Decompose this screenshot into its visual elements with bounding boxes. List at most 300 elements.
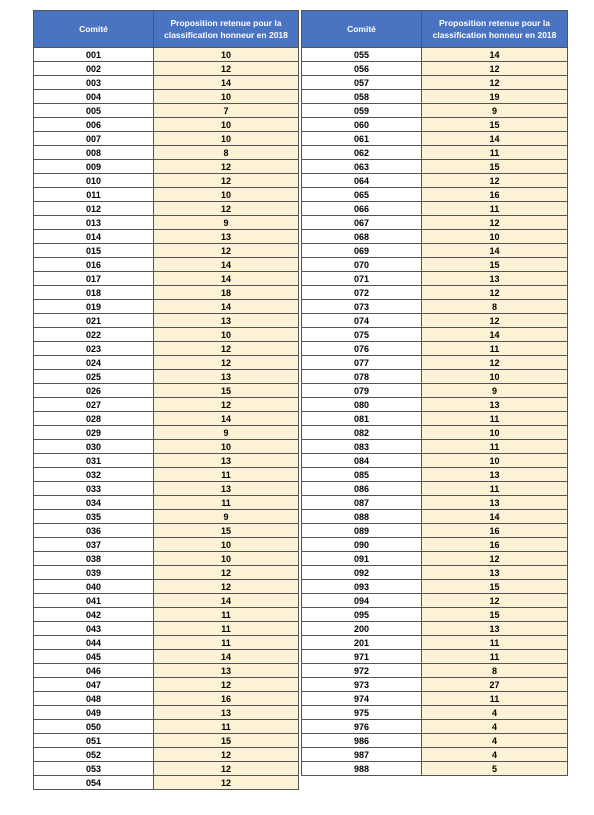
proposal-value-cell: 13 bbox=[154, 230, 299, 244]
table-row bbox=[302, 202, 568, 216]
committee-code-cell: 052 bbox=[34, 748, 154, 762]
committee-code-cell: 047 bbox=[34, 678, 154, 692]
proposal-value-cell: 13 bbox=[422, 468, 568, 482]
proposal-value-cell: 18 bbox=[154, 286, 299, 300]
proposal-value-cell: 4 bbox=[422, 720, 568, 734]
committee-code-cell: 002 bbox=[34, 62, 154, 76]
proposal-value-cell: 10 bbox=[154, 440, 299, 454]
committee-code-cell: 086 bbox=[302, 482, 422, 496]
table-row bbox=[302, 664, 568, 678]
proposal-value-cell: 14 bbox=[154, 272, 299, 286]
committee-code-cell: 093 bbox=[302, 580, 422, 594]
proposal-value-cell: 13 bbox=[154, 454, 299, 468]
proposal-value-cell: 12 bbox=[154, 62, 299, 76]
committee-code-cell: 040 bbox=[34, 580, 154, 594]
proposal-value-cell: 9 bbox=[154, 510, 299, 524]
committee-code-cell: 986 bbox=[302, 734, 422, 748]
table-row bbox=[34, 118, 299, 132]
committee-column-header: Comité bbox=[34, 11, 154, 48]
proposal-value-cell: 12 bbox=[154, 174, 299, 188]
table-row bbox=[34, 160, 299, 174]
proposal-value-cell: 12 bbox=[154, 678, 299, 692]
committee-code-cell: 076 bbox=[302, 342, 422, 356]
proposal-value-cell: 11 bbox=[422, 202, 568, 216]
table-row bbox=[34, 216, 299, 230]
proposal-value-cell: 8 bbox=[154, 146, 299, 160]
table-row bbox=[34, 244, 299, 258]
proposal-value-cell: 11 bbox=[154, 496, 299, 510]
committee-code-cell: 023 bbox=[34, 342, 154, 356]
table-row bbox=[34, 510, 299, 524]
committee-code-cell: 005 bbox=[34, 104, 154, 118]
proposal-value-cell: 14 bbox=[154, 300, 299, 314]
proposal-value-cell: 19 bbox=[422, 90, 568, 104]
proposal-value-cell: 13 bbox=[154, 664, 299, 678]
committee-code-cell: 987 bbox=[302, 748, 422, 762]
committee-code-cell: 065 bbox=[302, 188, 422, 202]
proposal-value-cell: 10 bbox=[154, 48, 299, 62]
table-row bbox=[34, 636, 299, 650]
proposal-value-cell: 10 bbox=[422, 230, 568, 244]
table-row bbox=[34, 356, 299, 370]
proposal-value-cell: 14 bbox=[422, 132, 568, 146]
table-row bbox=[302, 678, 568, 692]
committee-code-cell: 039 bbox=[34, 566, 154, 580]
table-row bbox=[302, 552, 568, 566]
table-row bbox=[302, 300, 568, 314]
table-row bbox=[34, 762, 299, 776]
table-row bbox=[302, 538, 568, 552]
proposal-value-cell: 14 bbox=[154, 412, 299, 426]
table-row bbox=[302, 524, 568, 538]
table-row bbox=[302, 356, 568, 370]
proposal-value-cell: 13 bbox=[422, 496, 568, 510]
committee-code-cell: 988 bbox=[302, 762, 422, 776]
table-row bbox=[302, 384, 568, 398]
table-row bbox=[302, 398, 568, 412]
committee-code-cell: 018 bbox=[34, 286, 154, 300]
table-row bbox=[34, 580, 299, 594]
committee-code-cell: 013 bbox=[34, 216, 154, 230]
committee-code-cell: 038 bbox=[34, 552, 154, 566]
table-row bbox=[34, 496, 299, 510]
proposal-value-cell: 12 bbox=[154, 342, 299, 356]
proposal-value-cell: 11 bbox=[154, 636, 299, 650]
table-row bbox=[34, 412, 299, 426]
table-row bbox=[34, 202, 299, 216]
table-row bbox=[302, 76, 568, 90]
table-row bbox=[34, 608, 299, 622]
proposal-value-cell: 11 bbox=[154, 622, 299, 636]
table-row bbox=[302, 650, 568, 664]
committee-code-cell: 035 bbox=[34, 510, 154, 524]
proposal-value-cell: 14 bbox=[154, 258, 299, 272]
committee-code-cell: 053 bbox=[34, 762, 154, 776]
committee-code-cell: 036 bbox=[34, 524, 154, 538]
proposal-value-cell: 11 bbox=[422, 440, 568, 454]
table-row bbox=[34, 594, 299, 608]
committee-code-cell: 087 bbox=[302, 496, 422, 510]
committee-code-cell: 009 bbox=[34, 160, 154, 174]
table-row bbox=[302, 370, 568, 384]
table-row bbox=[302, 244, 568, 258]
table-row bbox=[302, 748, 568, 762]
committee-code-cell: 074 bbox=[302, 314, 422, 328]
table-row bbox=[34, 230, 299, 244]
committee-code-cell: 091 bbox=[302, 552, 422, 566]
table-row bbox=[302, 230, 568, 244]
table-row bbox=[34, 76, 299, 90]
table-row bbox=[34, 174, 299, 188]
committee-code-cell: 045 bbox=[34, 650, 154, 664]
committee-code-cell: 083 bbox=[302, 440, 422, 454]
table-row bbox=[302, 272, 568, 286]
proposal-value-cell: 12 bbox=[422, 216, 568, 230]
committee-code-cell: 051 bbox=[34, 734, 154, 748]
table-row bbox=[34, 300, 299, 314]
proposal-value-cell: 10 bbox=[154, 188, 299, 202]
committee-code-cell: 017 bbox=[34, 272, 154, 286]
proposal-value-cell: 12 bbox=[422, 76, 568, 90]
committee-code-cell: 972 bbox=[302, 664, 422, 678]
table-row bbox=[302, 412, 568, 426]
proposal-value-cell: 8 bbox=[422, 300, 568, 314]
proposal-value-cell: 12 bbox=[154, 244, 299, 258]
table-row bbox=[34, 650, 299, 664]
table-row bbox=[34, 664, 299, 678]
proposal-value-cell: 13 bbox=[154, 370, 299, 384]
table-row bbox=[302, 440, 568, 454]
committee-code-cell: 976 bbox=[302, 720, 422, 734]
committee-code-cell: 041 bbox=[34, 594, 154, 608]
table-header-row bbox=[302, 11, 568, 48]
committee-code-cell: 034 bbox=[34, 496, 154, 510]
committee-code-cell: 030 bbox=[34, 440, 154, 454]
table-row bbox=[302, 160, 568, 174]
committee-code-cell: 069 bbox=[302, 244, 422, 258]
committee-code-cell: 029 bbox=[34, 426, 154, 440]
table-row bbox=[302, 454, 568, 468]
table-row bbox=[34, 398, 299, 412]
table-row bbox=[302, 90, 568, 104]
proposal-value-cell: 10 bbox=[422, 426, 568, 440]
table-row bbox=[302, 580, 568, 594]
committee-code-cell: 043 bbox=[34, 622, 154, 636]
table-row bbox=[34, 454, 299, 468]
committee-code-cell: 049 bbox=[34, 706, 154, 720]
committee-code-cell: 062 bbox=[302, 146, 422, 160]
proposal-value-cell: 16 bbox=[154, 692, 299, 706]
proposal-value-cell: 12 bbox=[154, 762, 299, 776]
committee-code-cell: 079 bbox=[302, 384, 422, 398]
proposal-value-cell: 11 bbox=[422, 692, 568, 706]
committee-code-cell: 063 bbox=[302, 160, 422, 174]
proposal-value-cell: 12 bbox=[422, 594, 568, 608]
proposal-value-cell: 14 bbox=[422, 510, 568, 524]
table-row bbox=[34, 286, 299, 300]
committee-code-cell: 054 bbox=[34, 776, 154, 790]
proposal-value-cell: 4 bbox=[422, 734, 568, 748]
table-row bbox=[302, 146, 568, 160]
table-row bbox=[34, 272, 299, 286]
proposal-value-cell: 12 bbox=[154, 398, 299, 412]
table-row bbox=[302, 174, 568, 188]
proposal-value-cell: 15 bbox=[422, 118, 568, 132]
table-row bbox=[302, 314, 568, 328]
table-row bbox=[302, 118, 568, 132]
committee-code-cell: 026 bbox=[34, 384, 154, 398]
committee-code-cell: 016 bbox=[34, 258, 154, 272]
table-row bbox=[34, 188, 299, 202]
table-row bbox=[302, 188, 568, 202]
committee-code-cell: 066 bbox=[302, 202, 422, 216]
committee-code-cell: 064 bbox=[302, 174, 422, 188]
table-row bbox=[302, 706, 568, 720]
table-row bbox=[34, 720, 299, 734]
table-row bbox=[302, 566, 568, 580]
proposal-value-cell: 12 bbox=[154, 748, 299, 762]
proposal-value-cell: 12 bbox=[422, 552, 568, 566]
table-row bbox=[302, 734, 568, 748]
table-row bbox=[302, 104, 568, 118]
committee-code-cell: 078 bbox=[302, 370, 422, 384]
proposal-value-cell: 9 bbox=[422, 104, 568, 118]
table-row bbox=[302, 594, 568, 608]
table-row bbox=[34, 104, 299, 118]
committee-code-cell: 081 bbox=[302, 412, 422, 426]
table-row bbox=[34, 734, 299, 748]
proposal-value-cell: 11 bbox=[422, 146, 568, 160]
committee-code-cell: 084 bbox=[302, 454, 422, 468]
committee-code-cell: 015 bbox=[34, 244, 154, 258]
proposal-value-cell: 10 bbox=[154, 552, 299, 566]
proposal-value-cell: 14 bbox=[422, 244, 568, 258]
committee-code-cell: 011 bbox=[34, 188, 154, 202]
committee-code-cell: 088 bbox=[302, 510, 422, 524]
table-row bbox=[302, 762, 568, 776]
table-row bbox=[302, 636, 568, 650]
committee-code-cell: 033 bbox=[34, 482, 154, 496]
committee-code-cell: 007 bbox=[34, 132, 154, 146]
committee-code-cell: 004 bbox=[34, 90, 154, 104]
table-row bbox=[302, 286, 568, 300]
table-row bbox=[34, 90, 299, 104]
proposal-value-cell: 14 bbox=[154, 594, 299, 608]
table-row bbox=[34, 48, 299, 62]
committee-code-cell: 080 bbox=[302, 398, 422, 412]
committee-code-cell: 022 bbox=[34, 328, 154, 342]
proposal-value-cell: 14 bbox=[154, 76, 299, 90]
committee-table-left bbox=[33, 10, 299, 790]
committee-code-cell: 037 bbox=[34, 538, 154, 552]
committee-code-cell: 010 bbox=[34, 174, 154, 188]
committee-table-right bbox=[301, 10, 568, 776]
committee-code-cell: 008 bbox=[34, 146, 154, 160]
committee-code-cell: 014 bbox=[34, 230, 154, 244]
proposal-value-cell: 10 bbox=[154, 132, 299, 146]
table-row bbox=[34, 678, 299, 692]
proposal-value-cell: 11 bbox=[154, 608, 299, 622]
proposal-value-cell: 15 bbox=[422, 608, 568, 622]
table-row bbox=[34, 384, 299, 398]
table-row bbox=[302, 62, 568, 76]
committee-code-cell: 024 bbox=[34, 356, 154, 370]
table-row bbox=[302, 720, 568, 734]
table-row bbox=[302, 216, 568, 230]
committee-code-cell: 021 bbox=[34, 314, 154, 328]
committee-code-cell: 072 bbox=[302, 286, 422, 300]
committee-code-cell: 025 bbox=[34, 370, 154, 384]
proposal-value-cell: 15 bbox=[422, 258, 568, 272]
proposal-value-cell: 13 bbox=[154, 314, 299, 328]
committee-code-cell: 082 bbox=[302, 426, 422, 440]
proposal-value-cell: 15 bbox=[154, 734, 299, 748]
committee-code-cell: 085 bbox=[302, 468, 422, 482]
proposal-value-cell: 5 bbox=[422, 762, 568, 776]
proposal-value-cell: 4 bbox=[422, 706, 568, 720]
committee-code-cell: 057 bbox=[302, 76, 422, 90]
table-header-row bbox=[34, 11, 299, 48]
proposal-value-cell: 12 bbox=[154, 580, 299, 594]
proposal-value-cell: 10 bbox=[154, 118, 299, 132]
committee-code-cell: 046 bbox=[34, 664, 154, 678]
table-row bbox=[34, 132, 299, 146]
proposal-value-cell: 9 bbox=[154, 426, 299, 440]
committee-column-header: Comité bbox=[302, 11, 422, 48]
table-row bbox=[34, 62, 299, 76]
table-body-left bbox=[34, 48, 299, 790]
proposal-value-cell: 12 bbox=[422, 356, 568, 370]
proposal-value-cell: 12 bbox=[422, 62, 568, 76]
table-row bbox=[34, 706, 299, 720]
committee-code-cell: 032 bbox=[34, 468, 154, 482]
committee-code-cell: 095 bbox=[302, 608, 422, 622]
committee-code-cell: 089 bbox=[302, 524, 422, 538]
table-row bbox=[34, 482, 299, 496]
table-row bbox=[302, 258, 568, 272]
proposal-value-cell: 10 bbox=[154, 328, 299, 342]
proposal-value-cell: 12 bbox=[154, 566, 299, 580]
committee-code-cell: 059 bbox=[302, 104, 422, 118]
proposal-value-cell: 15 bbox=[154, 384, 299, 398]
proposal-value-cell: 16 bbox=[422, 538, 568, 552]
committee-code-cell: 067 bbox=[302, 216, 422, 230]
table-row bbox=[302, 468, 568, 482]
proposal-value-cell: 11 bbox=[422, 650, 568, 664]
committee-code-cell: 073 bbox=[302, 300, 422, 314]
proposal-value-cell: 14 bbox=[154, 650, 299, 664]
proposal-value-cell: 12 bbox=[154, 776, 299, 790]
table-row bbox=[34, 258, 299, 272]
proposal-value-cell: 13 bbox=[154, 482, 299, 496]
committee-code-cell: 003 bbox=[34, 76, 154, 90]
proposal-value-cell: 9 bbox=[154, 216, 299, 230]
table-row bbox=[302, 132, 568, 146]
committee-code-cell: 068 bbox=[302, 230, 422, 244]
table-row bbox=[34, 468, 299, 482]
committee-code-cell: 001 bbox=[34, 48, 154, 62]
proposal-value-cell: 15 bbox=[154, 524, 299, 538]
committee-code-cell: 974 bbox=[302, 692, 422, 706]
table-row bbox=[302, 496, 568, 510]
table-row bbox=[302, 482, 568, 496]
committee-code-cell: 071 bbox=[302, 272, 422, 286]
committee-code-cell: 200 bbox=[302, 622, 422, 636]
table-row bbox=[34, 314, 299, 328]
table-row bbox=[34, 552, 299, 566]
committee-code-cell: 971 bbox=[302, 650, 422, 664]
committee-code-cell: 019 bbox=[34, 300, 154, 314]
table-row bbox=[34, 426, 299, 440]
committee-code-cell: 094 bbox=[302, 594, 422, 608]
committee-code-cell: 044 bbox=[34, 636, 154, 650]
table-row bbox=[34, 566, 299, 580]
committee-code-cell: 042 bbox=[34, 608, 154, 622]
proposal-value-cell: 16 bbox=[422, 524, 568, 538]
table-row bbox=[34, 748, 299, 762]
proposal-value-cell: 12 bbox=[154, 356, 299, 370]
committee-code-cell: 006 bbox=[34, 118, 154, 132]
proposal-value-cell: 12 bbox=[422, 286, 568, 300]
committee-code-cell: 973 bbox=[302, 678, 422, 692]
proposal-value-cell: 7 bbox=[154, 104, 299, 118]
proposal-value-cell: 12 bbox=[154, 202, 299, 216]
committee-code-cell: 090 bbox=[302, 538, 422, 552]
table-row bbox=[34, 622, 299, 636]
table-row bbox=[34, 776, 299, 790]
proposal-value-cell: 11 bbox=[422, 482, 568, 496]
proposal-value-cell: 14 bbox=[422, 48, 568, 62]
proposal-value-cell: 11 bbox=[422, 342, 568, 356]
table-row bbox=[34, 692, 299, 706]
proposal-value-cell: 12 bbox=[154, 160, 299, 174]
committee-code-cell: 055 bbox=[302, 48, 422, 62]
committee-code-cell: 077 bbox=[302, 356, 422, 370]
committee-code-cell: 028 bbox=[34, 412, 154, 426]
table-body-right bbox=[302, 48, 568, 776]
committee-code-cell: 056 bbox=[302, 62, 422, 76]
committee-code-cell: 201 bbox=[302, 636, 422, 650]
proposal-value-cell: 10 bbox=[154, 538, 299, 552]
proposal-value-cell: 13 bbox=[422, 622, 568, 636]
proposal-value-cell: 11 bbox=[154, 720, 299, 734]
table-row bbox=[34, 538, 299, 552]
committee-code-cell: 050 bbox=[34, 720, 154, 734]
table-row bbox=[302, 328, 568, 342]
proposal-value-cell: 14 bbox=[422, 328, 568, 342]
committee-code-cell: 027 bbox=[34, 398, 154, 412]
table-row bbox=[34, 370, 299, 384]
proposal-value-cell: 12 bbox=[422, 174, 568, 188]
table-row bbox=[302, 692, 568, 706]
table-row bbox=[302, 622, 568, 636]
committee-code-cell: 058 bbox=[302, 90, 422, 104]
proposal-value-cell: 13 bbox=[422, 566, 568, 580]
proposal-value-cell: 8 bbox=[422, 664, 568, 678]
proposal-value-cell: 10 bbox=[154, 90, 299, 104]
proposal-column-header: Proposition retenue pour la classification honneur en 2018 bbox=[422, 11, 568, 48]
table-row bbox=[34, 440, 299, 454]
committee-code-cell: 060 bbox=[302, 118, 422, 132]
table-row bbox=[302, 426, 568, 440]
committee-code-cell: 012 bbox=[34, 202, 154, 216]
proposal-value-cell: 4 bbox=[422, 748, 568, 762]
table-row bbox=[302, 510, 568, 524]
committee-code-cell: 092 bbox=[302, 566, 422, 580]
committee-code-cell: 975 bbox=[302, 706, 422, 720]
proposal-value-cell: 15 bbox=[422, 160, 568, 174]
proposal-column-header: Proposition retenue pour la classification honneur en 2018 bbox=[154, 11, 299, 48]
